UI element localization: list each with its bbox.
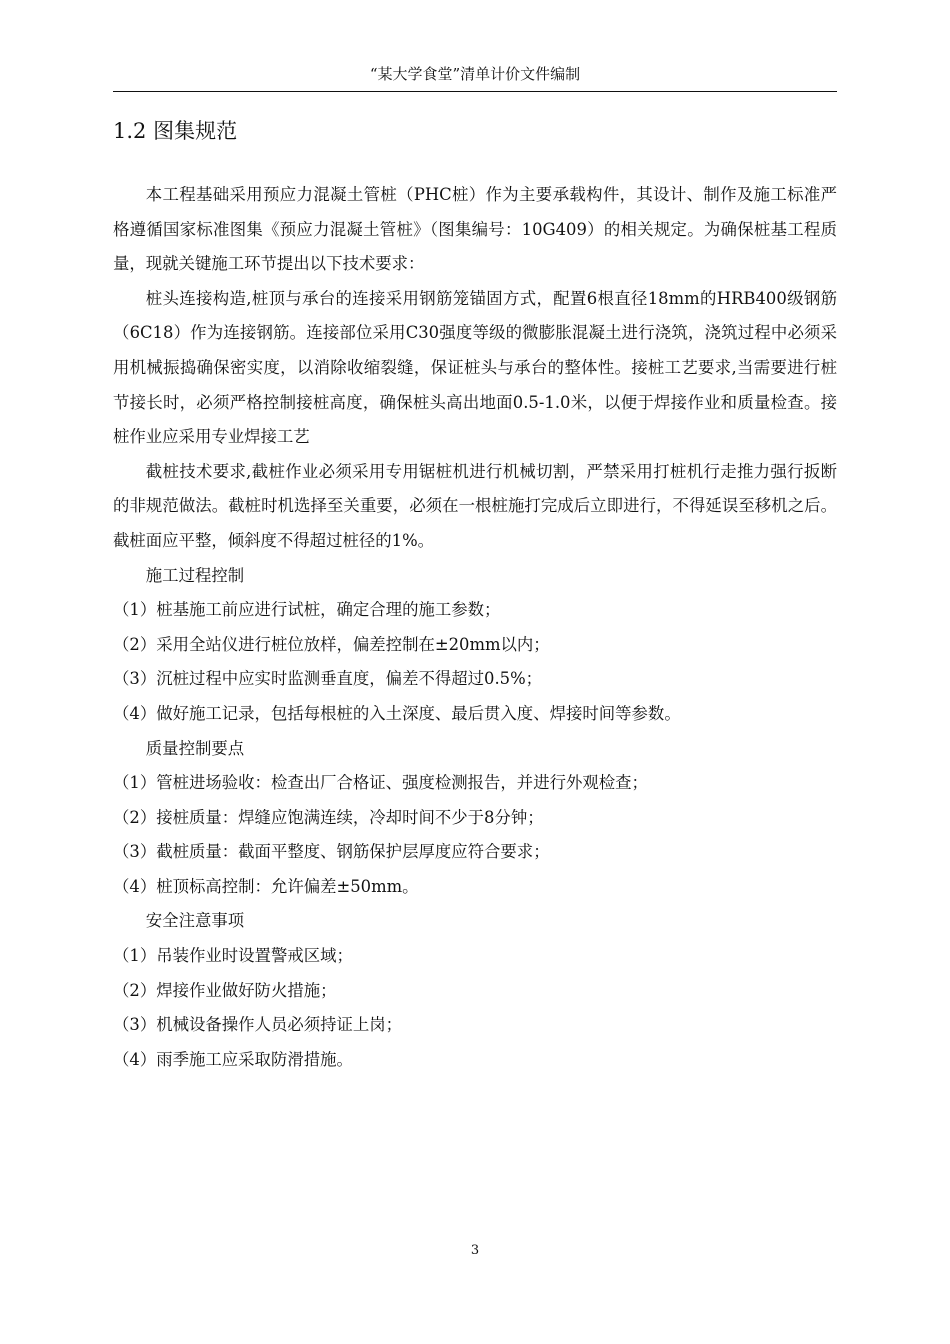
list-item: （4）做好施工记录，包括每根桩的入土深度、最后贯入度、焊接时间等参数。 (113, 703, 681, 723)
list-item: （4）雨季施工应采取防滑措施。 (113, 1049, 353, 1069)
page-header: “某大学食堂”清单计价文件编制 (369, 65, 581, 83)
list-item: （2）采用全站仪进行桩位放样，偏差控制在±20mm以内； (113, 634, 550, 654)
list-item: （2）焊接作业做好防火措施； (113, 980, 337, 1000)
list-item: （3）截桩质量：截面平整度、钢筋保护层厚度应符合要求； (113, 842, 550, 862)
subsection-title-safety: 安全注意事项 (145, 911, 245, 931)
subsection-title-process: 施工过程控制 (145, 565, 245, 585)
page-number: 3 (470, 1243, 480, 1258)
list-item: （1）桩基施工前应进行试桩，确定合理的施工参数； (113, 600, 501, 620)
list-item: （4）桩顶标高控制：允许偏差±50mm。 (113, 876, 419, 896)
list-item: （3）机械设备操作人员必须持证上岗； (113, 1015, 403, 1035)
header-divider (113, 91, 837, 92)
paragraph-pile-connection: 桩头连接构造,桩顶与承台的连接采用钢筋笼锚固方式，配置6根直径18mm的HRB400级钢筋（6C18）作为连接钢筋。连接部位采用C30强度等级的微膨胀混凝土进行浇筑，浇筑过程中必须采用机械振捣确保密实度，以消除收缩裂缝，保证桩头与承台的整体性。接桩工艺要求,当需要进行桩节接长时，必须严格控制接桩高度，确保桩头高出地面0.5-1.0米，以便于焊接作业和质量检查。接桩作业应采用专业焊接工艺 (113, 288, 837, 447)
section-heading: 1.2 图集规范 (113, 119, 238, 143)
document-body (113, 178, 837, 1077)
list-item: （2）接桩质量：焊缝应饱满连续，冷却时间不少于8分钟； (113, 807, 544, 827)
subsection-title-quality: 质量控制要点 (145, 738, 245, 758)
list-item: （1）管桩进场验收：检查出厂合格证、强度检测报告，并进行外观检查； (113, 773, 648, 793)
list-item: （1）吊装作业时设置警戒区域； (113, 946, 353, 966)
paragraph-intro: 本工程基础采用预应力混凝土管桩（PHC桩）作为主要承载构件，其设计、制作及施工标准严格遵循国家标准图集《预应力混凝土管桩》（图集编号：10G409）的相关规定。为确保桩基工程质量，现就关键施工环节提出以下技术要求： (113, 185, 837, 274)
list-item: （3）沉桩过程中应实时监测垂直度，偏差不得超过0.5%； (113, 669, 543, 689)
paragraph-pile-cutting: 截桩技术要求,截桩作业必须采用专用锯桩机进行机械切割，严禁采用打桩机行走推力强行扳断的非规范做法。截桩时机选择至关重要，必须在一根桩施打完成后立即进行，不得延误至移机之后。截桩面应平整，倾斜度不得超过桩径的1%。 (113, 461, 837, 550)
